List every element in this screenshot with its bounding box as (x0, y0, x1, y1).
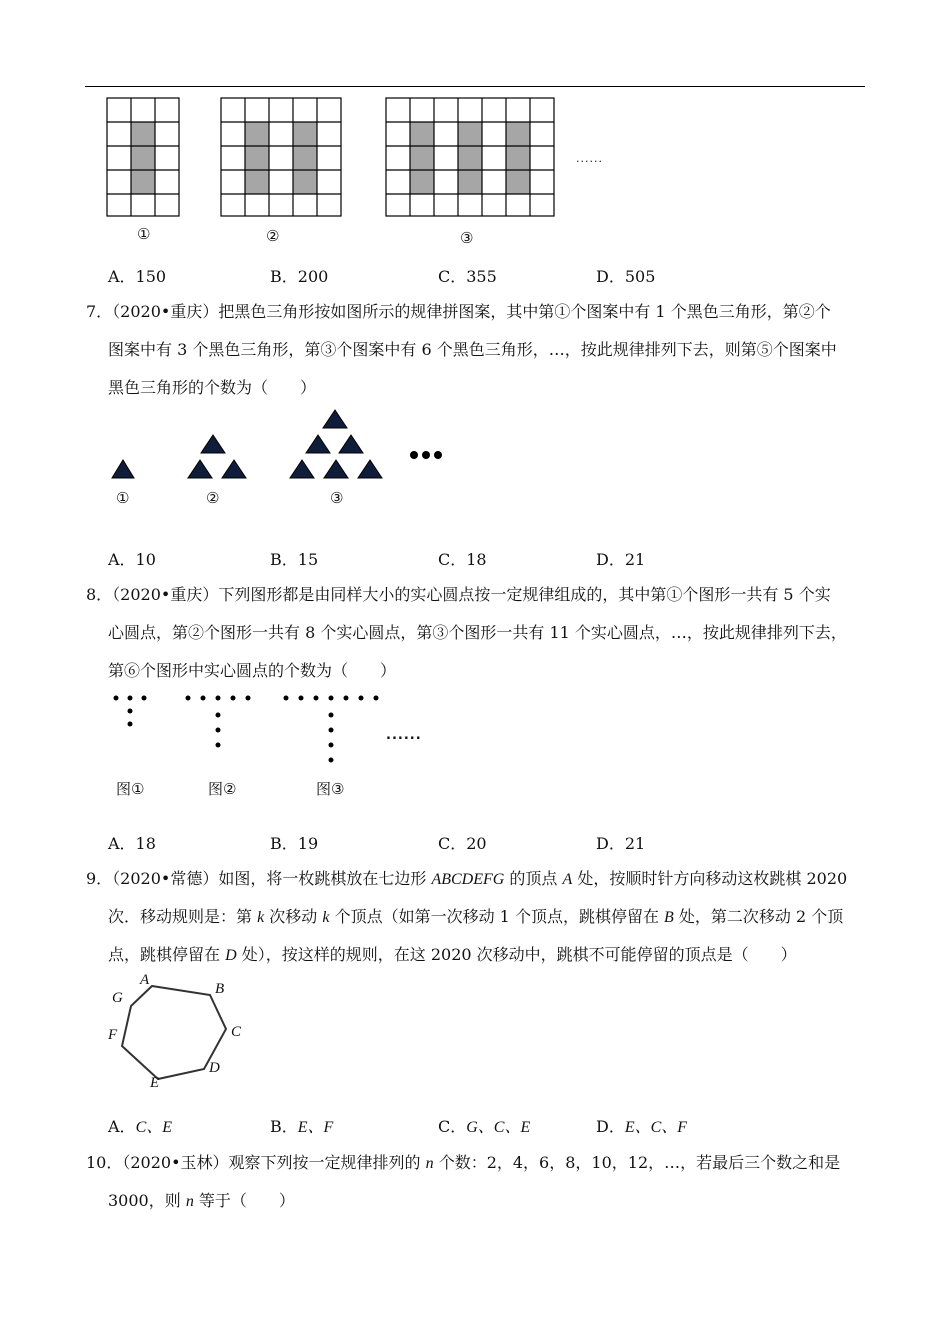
q7-stem-line-1: 7．（2020•重庆）把黑色三角形按如图所示的规律拼图案，其中第①个图案中有 1 个黑色三角形，第②个 (86, 302, 831, 321)
q9-stem-line-2: 次．移动规则是：第 k 次移动 k 个顶点（如第一次移动 1 个顶点，跳棋停留在 B 处，第二次移动 2 个顶 (108, 907, 844, 926)
q7-triangle (201, 435, 225, 453)
q6-option-b[interactable]: B．200 (270, 267, 329, 286)
q9-vertex-e: E (150, 1075, 160, 1091)
q9-vertex-f: F (108, 1027, 118, 1043)
q8-option-d[interactable]: D．21 (596, 834, 646, 853)
q7-option-c[interactable]: C．18 (438, 550, 487, 569)
q7-triangle (222, 460, 246, 478)
q8-ellipsis: ...... (386, 728, 422, 743)
q9-vertex-g: G (112, 990, 123, 1006)
q7-triangle (324, 460, 348, 478)
q9-option-a[interactable]: A．C、E (108, 1117, 173, 1136)
q7-triangle (188, 460, 212, 478)
q8-stem-line-2: 心圆点，第②个图形一共有 8 个实心圆点，第③个图形一共有 11 个实心圆点，…，按此规律排列下去， (108, 623, 847, 642)
q8-option-b[interactable]: B．19 (270, 834, 319, 853)
q6-grid-figure-2 (221, 98, 341, 216)
q9-stem-line-3: 点，跳棋停留在 D 处），按这样的规则，在这 2020 次移动中，跳棋不可能停留的顶点是（ ） (108, 945, 797, 964)
q7-triangle (339, 435, 363, 453)
q9-option-d[interactable]: D．E、C、F (596, 1117, 688, 1136)
q6-grid-figure-3 (386, 98, 554, 216)
q7-triangle-figures (0, 400, 950, 520)
q8-dot-figures (0, 690, 950, 770)
q8-option-a[interactable]: A．18 (108, 834, 156, 853)
q8-figure-label-2: 图② (208, 780, 237, 798)
q9-vertex-d: D (209, 1060, 220, 1076)
q6-option-c[interactable]: C．355 (438, 267, 497, 286)
q7-triangle (112, 460, 134, 478)
q6-grid-figures (0, 0, 950, 300)
q9-option-b[interactable]: B．E、F (270, 1117, 334, 1136)
q9-vertex-a: A (140, 972, 150, 988)
q6-ellipsis: ...... (576, 152, 603, 165)
q7-figure-label-3: ③ (330, 489, 344, 507)
q9-option-c[interactable]: C．G、C、E (438, 1117, 531, 1136)
q7-triangle (323, 410, 347, 428)
q8-figure-label-3: 图③ (316, 780, 345, 798)
q7-option-b[interactable]: B．15 (270, 550, 319, 569)
q7-option-a[interactable]: A．10 (108, 550, 156, 569)
q7-stem-line-2: 图案中有 3 个黑色三角形，第③个图案中有 6 个黑色三角形，…，按此规律排列下去，则第⑤个图案中 (108, 340, 837, 359)
q7-ellipsis-dots (410, 451, 442, 459)
q10-stem-line-1: 10．（2020•玉林）观察下列按一定规律排列的 n 个数：2，4，6，8，10，12，…，若最后三个数之和是 (86, 1153, 841, 1172)
q9-vertex-b: B (215, 981, 225, 997)
q8-figure-label-1: 图① (116, 780, 145, 798)
q8-stem-line-1: 8．（2020•重庆）下列图形都是由同样大小的实心圆点按一定规律组成的，其中第①个图形一共有 5 个实 (86, 585, 831, 604)
q10-stem-line-2: 3000，则 n 等于（ ） (108, 1191, 295, 1210)
q7-triangle (306, 435, 330, 453)
q6-figure-label-3: ③ (460, 229, 474, 247)
q7-figure-label-2: ② (206, 489, 220, 507)
q8-option-c[interactable]: C．20 (438, 834, 487, 853)
q7-triangle (358, 460, 382, 478)
q7-stem-line-3: 黑色三角形的个数为（ ） (108, 378, 317, 397)
q8-stem-line-3: 第⑥个图形中实心圆点的个数为（ ） (108, 661, 397, 680)
q9-stem-line-1: 9．（2020•常德）如图，将一枚跳棋放在七边形 ABCDEFG 的顶点 A 处，按顺时针方向移动这枚跳棋 2020 (86, 869, 848, 888)
q6-option-a[interactable]: A．150 (108, 267, 167, 286)
q6-option-d[interactable]: D．505 (596, 267, 656, 286)
q6-grid-figure-1 (107, 98, 179, 216)
q9-vertex-c: C (231, 1024, 242, 1040)
q7-option-d[interactable]: D．21 (596, 550, 646, 569)
q7-triangle (290, 460, 314, 478)
q6-figure-label-1: ① (137, 225, 151, 243)
q7-figure-label-1: ① (116, 489, 130, 507)
q6-figure-label-2: ② (266, 227, 280, 245)
